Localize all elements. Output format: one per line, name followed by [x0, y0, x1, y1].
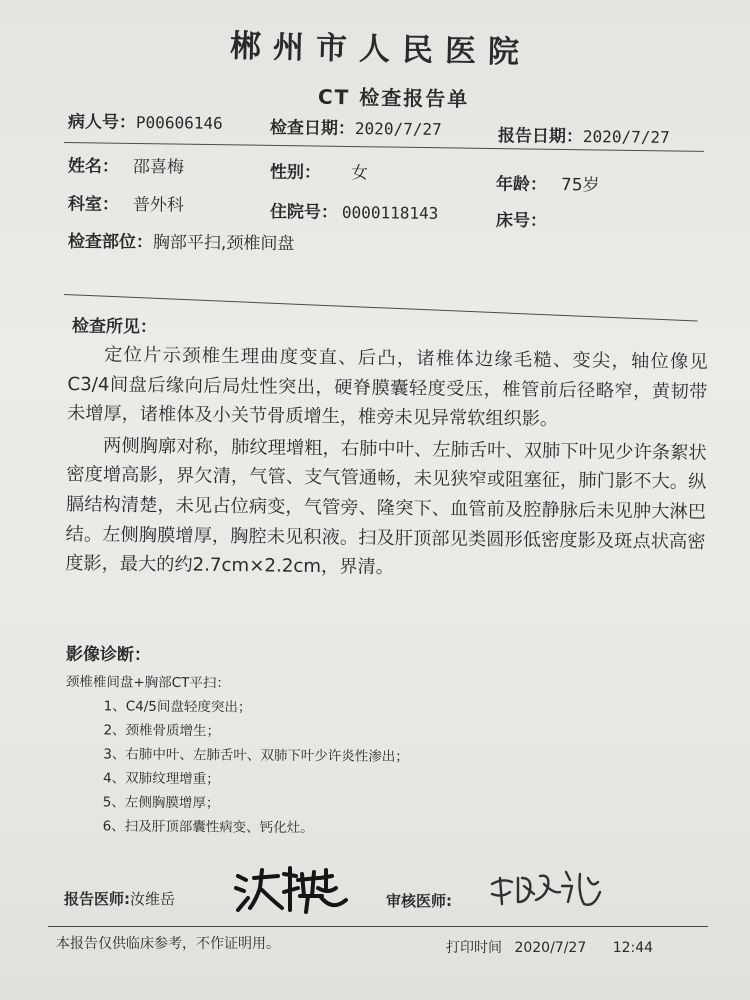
findings-paragraph-1: 定位片示颈椎生理曲度变直、后凸，诸椎体边缘毛糙、变尖，轴位像见C3/4间盘后缘向后局灶性突出，硬脊膜囊轻度受压，椎管前后径略窄，黄韧带未增厚，诸椎体及小关节骨质增生，椎旁未见异常软组织影。	[66, 344, 708, 431]
diagnosis-item: 1、C4/5间盘轻度突出；	[103, 698, 252, 716]
reporting-doctor-row	[64, 888, 175, 909]
report-date-value: 2020/7/27	[582, 126, 670, 147]
reviewing-doctor-label: 审核医师:	[386, 892, 452, 910]
findings-paragraph-2: 两侧胸廓对称，肺纹理增粗，右肺中叶、左肺舌叶、双肺下叶见少许条絮状密度增高影，界欠清，气管、支气管通畅，未见狭窄或阻塞征，肺门影不大。纵膈结构清楚，未见占位病变，气管旁、隆突下、血管前及腔静脉后未见肿大淋巴结。左侧胸膜增厚，胸腔未见积液。扫及肝顶部见类圆形低密度影及斑点状高密度影，最大的约2.7cm×2.2cm，界清。	[65, 435, 707, 579]
age-value: 75岁	[560, 175, 600, 196]
exam-part-value: 胸部平扫,颈椎间盘	[152, 232, 295, 255]
exam-date-row	[270, 113, 442, 140]
patient-id-row	[68, 107, 223, 134]
footer-divider	[48, 926, 708, 927]
exam-date-label: 检查日期：	[269, 118, 356, 139]
bed-label: 床号：	[495, 210, 548, 232]
report-date-row	[498, 121, 670, 148]
diagnosis-intro: 颈椎椎间盘+胸部CT平扫：	[65, 673, 230, 692]
patient-id-value: P00606146	[135, 112, 223, 133]
inpatient-value: 0000118143	[341, 202, 439, 223]
inpatient-label: 住院号：	[269, 202, 339, 223]
diagnosis-label: 影像诊断：	[65, 644, 152, 666]
gender-row	[270, 157, 368, 183]
print-time-row	[446, 937, 653, 957]
gender-label: 性别：	[269, 162, 322, 184]
diagnosis-block	[65, 670, 626, 843]
findings-divider	[64, 294, 697, 322]
reviewing-doctor-signature	[488, 864, 608, 914]
name-value: 邵喜梅	[132, 157, 185, 178]
bed-row	[496, 206, 547, 232]
gender-value: 女	[350, 163, 369, 184]
reporting-doctor-name: 汝维岳	[130, 890, 176, 908]
diagnosis-item: 3、右肺中叶、左肺舌叶、双肺下叶少许炎性渗出；	[103, 746, 409, 765]
print-time-label: 打印时间	[446, 940, 502, 956]
department-label: 科室：	[67, 194, 120, 215]
diagnosis-item: 4、双肺纹理增重；	[102, 770, 220, 788]
reviewing-doctor-row	[386, 890, 452, 911]
diagnosis-item: 2、颈椎骨质增生；	[103, 722, 221, 740]
exam-part-label: 检查部位：	[67, 231, 154, 253]
age-row	[496, 169, 600, 195]
reporting-doctor-label: 报告医师:	[64, 890, 130, 908]
disclaimer: 本报告仅供临床参考，不作证明用。	[56, 936, 280, 952]
print-date: 2020/7/27	[514, 940, 587, 956]
findings-label: 检查所见：	[71, 316, 158, 338]
patient-id-label: 病人号：	[67, 112, 137, 133]
inpatient-row	[270, 197, 439, 224]
hospital-name: 郴州市人民医院	[229, 28, 532, 71]
exam-part-row	[68, 227, 295, 254]
department-value: 普外科	[132, 195, 185, 216]
diagnosis-items	[65, 694, 626, 843]
department-row	[68, 189, 184, 215]
reporting-doctor-signature	[232, 866, 352, 916]
report-date-label: 报告日期：	[497, 126, 584, 147]
exam-date-value: 2020/7/27	[354, 118, 442, 139]
findings-text	[65, 340, 708, 587]
name-label: 姓名：	[67, 156, 120, 177]
diagnosis-item: 6、扫及肝顶部囊性病变、钙化灶。	[102, 818, 314, 837]
report-title: CT 检查报告单	[317, 84, 470, 112]
print-time: 12:44	[612, 940, 654, 956]
name-row	[68, 151, 184, 177]
diagnosis-item: 5、左侧胸膜增厚；	[102, 794, 220, 812]
age-label: 年龄：	[495, 174, 548, 195]
